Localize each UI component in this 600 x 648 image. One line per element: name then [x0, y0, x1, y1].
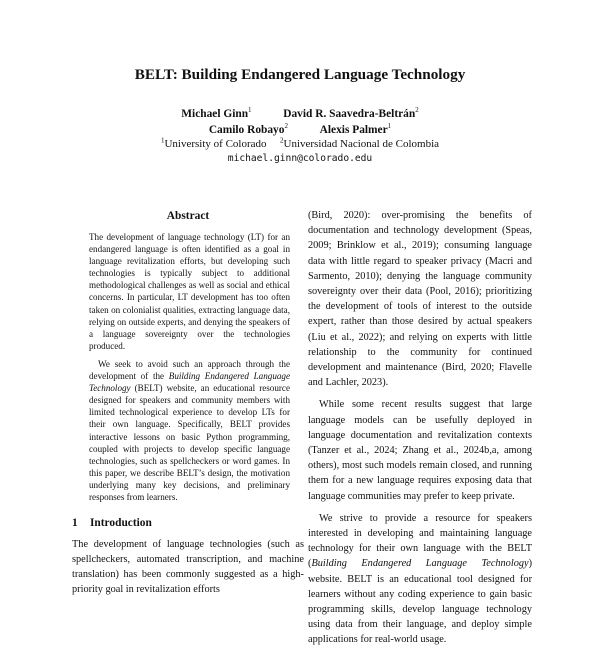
- affiliation-number: 2: [280, 136, 284, 145]
- abstract-paragraph-2: [89, 358, 290, 503]
- intro-paragraph-1: The development of language technologies (such as spellcheckers, automated transcription, and machine translation) has been commonly suggested as a high-priority goal in revitalization efforts: [72, 539, 304, 596]
- author-name: Michael Ginn: [181, 108, 249, 120]
- body-paragraph-belt: [308, 511, 532, 648]
- affiliation-number: 1: [160, 136, 165, 145]
- affiliation-name: Universidad Nacional de Colombia: [283, 138, 440, 150]
- affiliations-line: [0, 138, 600, 150]
- author-email[interactable]: michael.ginn@colorado.edu: [227, 153, 373, 164]
- abstract-paragraph-1: The development of language technology (LT) for an endangered language is often identified as a goal in language revitalization efforts, but developing such technologies is typically subject to additional methodological challenges as well as social and ethical concerns. In particular, LT development has too often taken on colonialist qualities, extracting language data, relying on outside experts, and denying the speakers of a language sovereignty over the technologies produced.: [89, 232, 290, 351]
- paper-title: BELT: Building Endangered Language Technology: [134, 66, 466, 83]
- abstract-heading: Abstract: [166, 210, 210, 222]
- author-affiliation-mark: 1: [387, 122, 392, 131]
- author-name: Alexis Palmer: [319, 124, 388, 136]
- abstract-p2-text-b: (BELT) website, an educational resource designed for speakers and community members with limited technological experience to develop LTs for their own language. Specifically, BELT provides interactive lessons on basic Python programming, coupled with projects to develop specific language technologies, such as spellcheckers or word games. In this paper, we describe BELT’s design, the motivation underlying many key decisions, and preliminary responses from learners.: [89, 383, 290, 502]
- section-heading-introduction: [72, 517, 304, 529]
- belt-p-text-b: ) website. BELT is an educational tool designed for learners without any coding experience to gain basic programming skills, develop language technology using data from their language, and deploy simple applications for real-world usage.: [308, 558, 532, 646]
- author-line-1: [0, 108, 600, 120]
- abstract-p2-italic: Building Endangered Language Technology: [89, 371, 290, 394]
- abstract-p2-text-a: We seek to avoid such an approach through the development of the: [89, 358, 290, 382]
- author-affiliation-mark: 1: [248, 106, 252, 115]
- right-column: [308, 208, 532, 648]
- section-title: Introduction: [90, 517, 152, 530]
- belt-p-italic: Building Endangered Language Technology: [311, 558, 529, 570]
- affiliation-name: University of Colorado: [164, 138, 267, 150]
- belt-p-text-a: We strive to provide a resource for speakers interested in developing and maintaining language technology for their own language with the BELT (: [308, 512, 532, 570]
- left-column: [72, 210, 304, 597]
- body-paragraph-llm: While some recent results suggest that large language models can be usefully deployed in language documentation and revitalization contexts (Tanzer et al., 2024; Zhang et al., 2024b,a, among others), most such models remain closed, and running them for a new language requires exposing data that language communities may prefer to keep private.: [308, 399, 532, 502]
- body-paragraph-continued: (Bird, 2020): over-promising the benefits of documentation and technology development (Speas, 2009; Brinklow et al., 2019); consuming language data with little regard to speaker privacy (Macri and Sarmento, 2010); denying the language community sovereignty over their data (Pool, 2016); prioritizing the development of tools of interest to the outside expert, rather than those desired by actual speakers (Liu et al., 2022); and relying on experts with little relationship to the community for continued development and maintenance (Bird, 2020; Flavelle and Lachler, 2023).: [308, 210, 532, 389]
- author-name: Camilo Robayo: [208, 124, 285, 136]
- author-name: David R. Saavedra-Beltrán: [283, 108, 416, 120]
- section-number: 1: [72, 517, 78, 530]
- author-line-2: [0, 124, 600, 136]
- author-affiliation-mark: 2: [415, 106, 419, 115]
- author-affiliation-mark: 2: [284, 122, 288, 131]
